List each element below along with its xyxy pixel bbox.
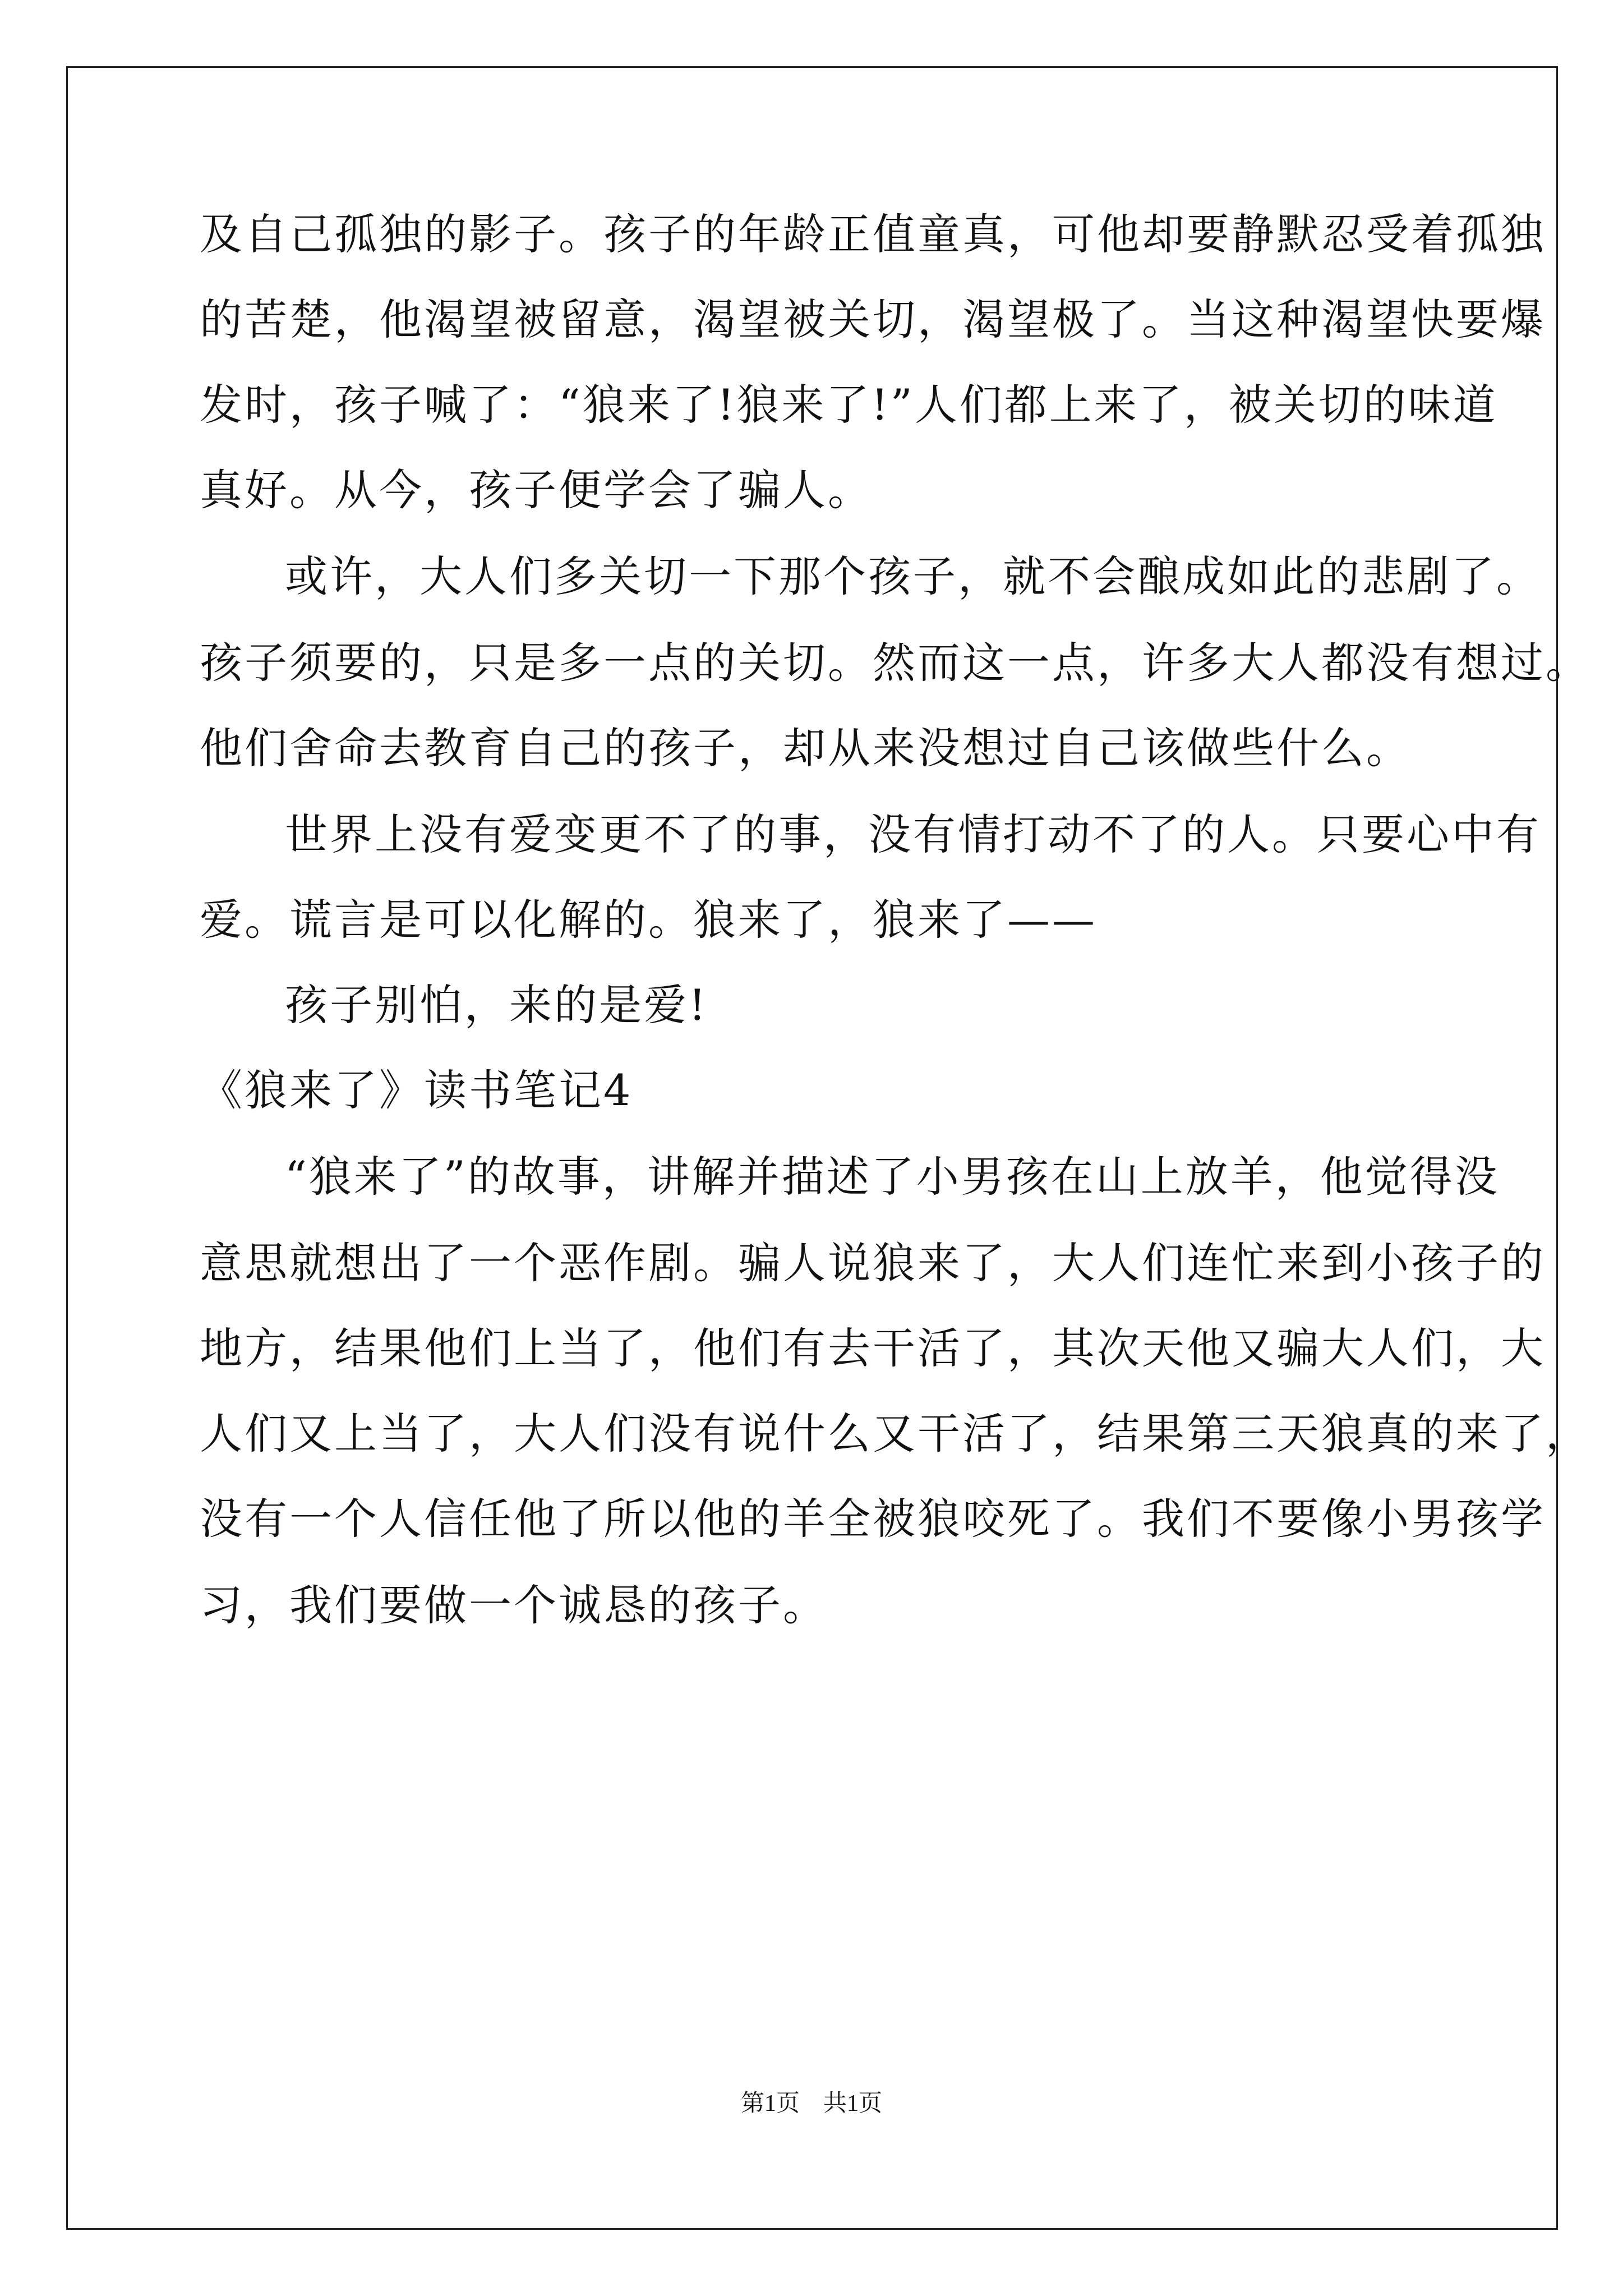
text-line: 的苦楚，他渴望被留意，渴望被关切，渴望极了。当这种渴望快要爆 [200,295,1546,344]
page-number-footer: 第1页 共1页 [740,2091,882,2116]
paragraph-first-line: “狼来了”的故事，讲解并描述了小男孩在山上放羊，他觉得没 [285,1152,1500,1202]
text-line: 习，我们要做一个诚恳的孩子。 [200,1580,828,1630]
paragraph-first-line: 或许，大人们多关切一下那个孩子，就不会酿成如此的悲剧了。 [285,551,1541,601]
text-line: 人们又上当了，大人们没有说什么又干活了，结果第三天狼真的来了， [200,1409,1590,1458]
text-line: 孩子须要的，只是多一点的关切。然而这一点，许多大人都没有想过。 [200,638,1590,688]
paragraph-first-line: 世界上没有爱变更不了的事，没有情打动不了的人。只要心中有 [285,809,1541,859]
text-line: 意思就想出了一个恶作剧。骗人说狼来了，大人们连忙来到小孩子的 [200,1238,1546,1288]
text-line: 及自己孤独的影子。孩子的年龄正值童真，可他却要静默忍受着孤独 [200,209,1546,259]
text-line: 没有一个人信任他了所以他的羊全被狼咬死了。我们不要像小男孩学 [200,1494,1546,1544]
text-line: 真好。从今，孩子便学会了骗人。 [200,465,873,515]
paragraph-first-line: 孩子别怕，来的是爱! [285,980,708,1030]
text-line: 他们舍命去教育自己的孩子，却从来没想过自己该做些什么。 [200,723,1411,773]
text-line: 发时，孩子喊了：“狼来了!狼来了!”人们都上来了，被关切的味道 [200,380,1498,430]
text-line: 地方，结果他们上当了，他们有去干活了，其次天他又骗大人们，大 [200,1323,1546,1373]
text-line: 爱。谎言是可以化解的。狼来了，狼来了—— [200,895,1097,945]
section-heading: 《狼来了》读书笔记4 [200,1065,633,1115]
